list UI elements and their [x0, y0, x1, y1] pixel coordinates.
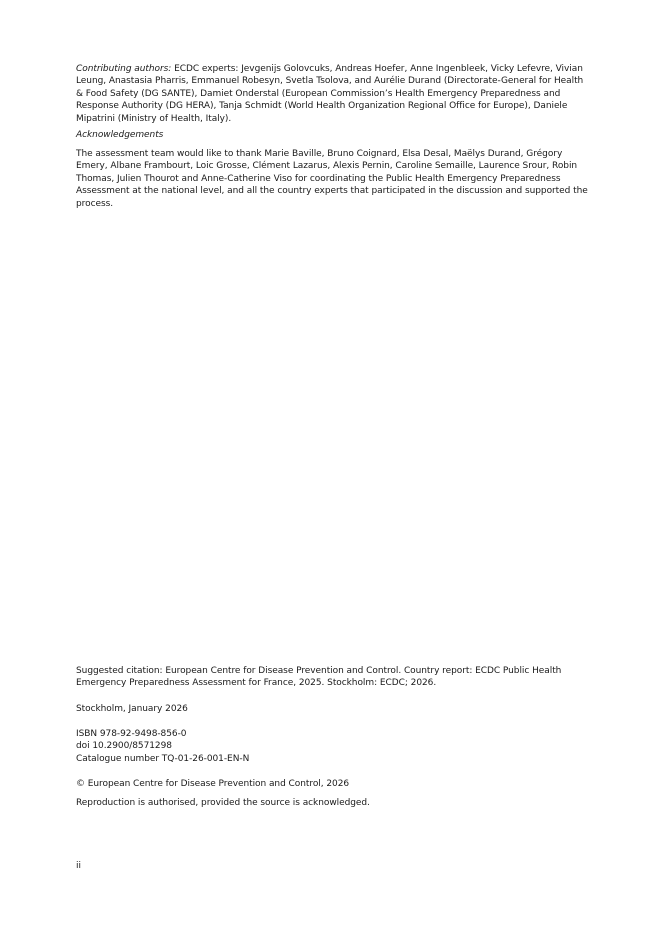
copyright-notice: © European Centre for Disease Prevention and Control, 2026: [76, 779, 350, 789]
contributing-authors-text: ECDC experts: Jevgenijs Golovcuks, Andreas Hoefer, Anne Ingenbleek, Vicky Lefevre, Vivian Leung, Anastasia Pharris, Emmanuel Robesyn, Svetla Tsolova, and Aurélie Durand (Directorate-General for Health & Food Safety (DG SANTE), Damiet Onderstal (European Commission’s Health Emergency Preparedness and Response Authority (DG HERA), Tanja Schmidt (World Health Organization Regional Office for Europe), Daniele Mipatrini (Ministry of Health, Italy).: [76, 64, 584, 124]
catalogue-number: Catalogue number TQ-01-26-001-EN-N: [76, 753, 250, 764]
page-number: ii: [76, 861, 82, 871]
contributing-authors-label: Contributing authors:: [76, 64, 172, 74]
doi: doi 10.2900/8571298: [76, 741, 172, 752]
acknowledgements-text: The assessment team would like to thank Marie Baville, Bruno Coignard, Elsa Desal, Maëlys Durand, Grégory Emery, Albane Frambourt, Loic Grosse, Clément Lazarus, Alexis Pernin, Caroline Semaille, Laurence Srour, Robin Thomas, Julien Thourot and Anne-Catherine Viso for coordinating the Public Health Emergency Preparedness Assessment at the national level, and all the country experts that participated in the discussion and supported the process.: [76, 149, 588, 209]
reproduction-notice: Reproduction is authorised, provided the source is acknowledged.: [76, 798, 370, 808]
place-date: Stockholm, January 2026: [76, 704, 188, 714]
identifiers: [76, 728, 592, 765]
suggested-citation: Suggested citation: European Centre for Disease Prevention and Control. Country report: ECDC Public Health Emergency Preparedness Assessment for France, 2025. Stockholm: ECDC; 2026.: [76, 666, 562, 689]
isbn: ISBN 978-92-9498-856-0: [76, 729, 187, 739]
acknowledgements-heading: Acknowledgements: [76, 130, 164, 140]
contributing-authors: [76, 63, 592, 125]
